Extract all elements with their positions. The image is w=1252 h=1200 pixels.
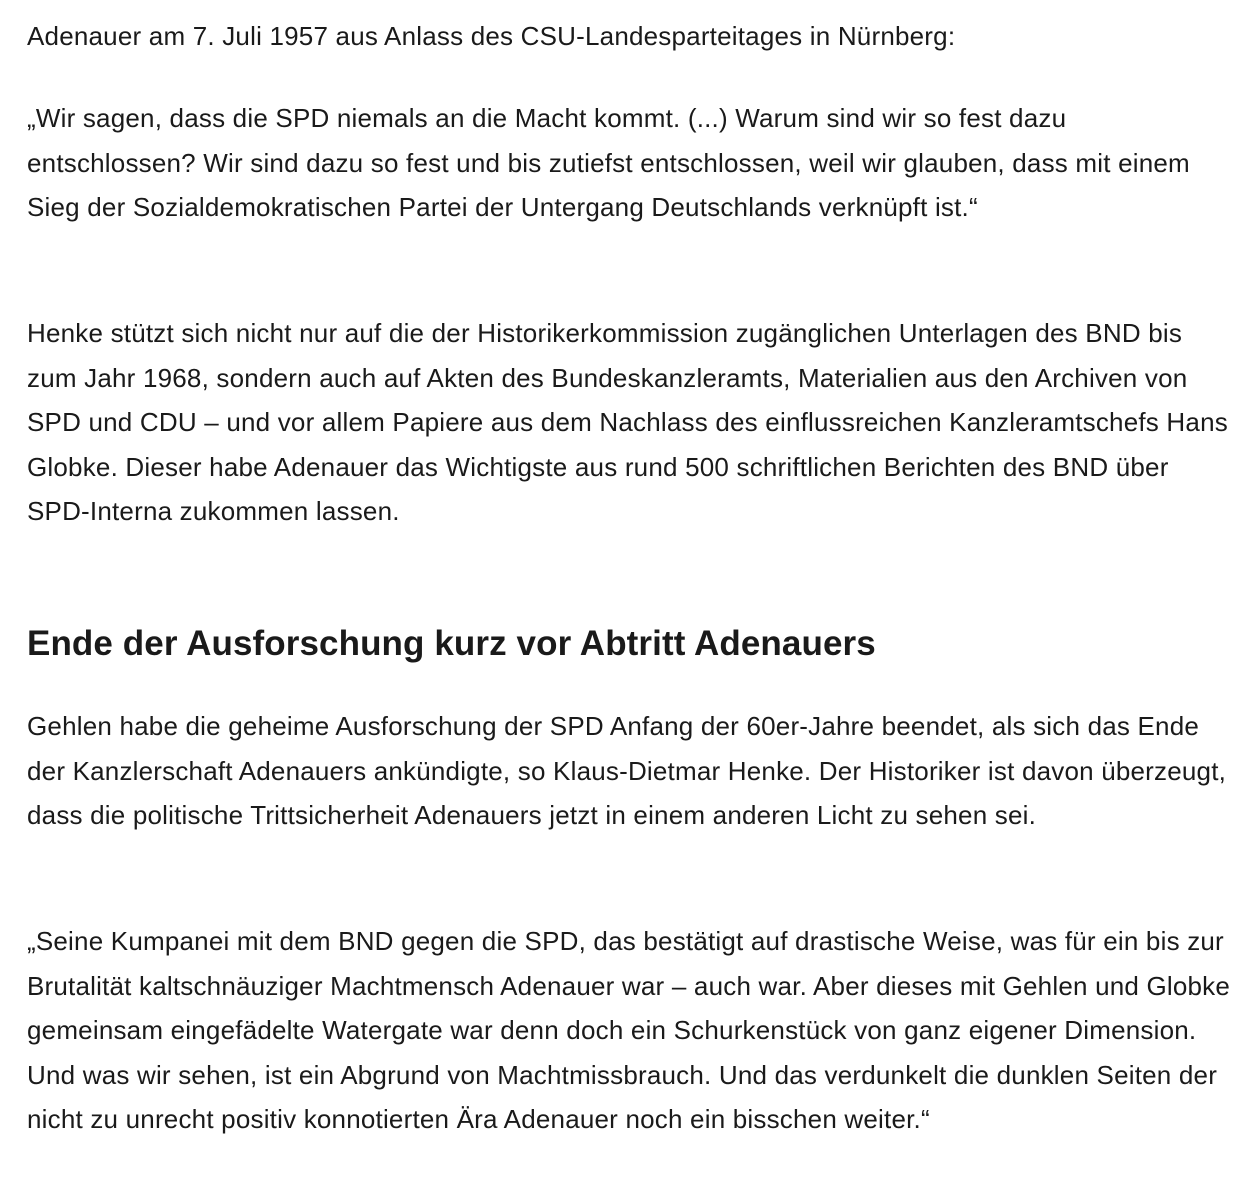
henke-paragraph: Henke stützt sich nicht nur auf die der Historikerkommission zugänglichen Unterlagen des BND bis zum Jahr 1968, sondern auch auf Akten des Bundeskanzleramts, Materialien aus den Archiven von SPD und CDU – und vor allem Papiere aus dem Nachlass des einflussreichen Kanzleramtschefs Hans Globke. Dieser habe Adenauer das Wichtigste aus rund 500 schriftlichen Berichten des BND über SPD-Interna zukommen lassen.	[27, 318, 1228, 527]
section-heading: Ende der Ausforschung kurz vor Abtritt Adenauers	[27, 624, 876, 663]
henke-quote: „Seine Kumpanei mit dem BND gegen die SPD, das bestätigt auf drastische Weise, was für ein bis zur Brutalität kaltschnäuziger Machtmensch Adenauer war – auch war. Aber dieses mit Gehlen und Globke gemeinsam eingefädelte Watergate war denn doch ein Schurkenstück von ganz eigener Dimension. Und was wir sehen, ist ein Abgrund von Machtmissbrauch. Und das verdunkelt die dunklen Seiten der nicht zu unrecht positiv konnotierten Ära Adenauer noch ein bisschen weiter.“	[27, 926, 1231, 1135]
gehlen-paragraph: Gehlen habe die geheime Ausforschung der SPD Anfang der 60er-Jahre beendet, als sich das Ende der Kanzlerschaft Adenauers ankündigte, so Klaus-Dietmar Henke. Der Historiker ist davon überzeugt, dass die politische Trittsicherheit Adenauers jetzt in einem anderen Licht zu sehen sei.	[27, 711, 1227, 831]
intro-paragraph: Adenauer am 7. Juli 1957 aus Anlass des CSU-Landesparteitages in Nürnberg:	[27, 21, 956, 51]
adenauer-quote: „Wir sagen, dass die SPD niemals an die Macht kommt. (...) Warum sind wir so fest dazu entschlossen? Wir sind dazu so fest und bis zutiefst entschlossen, weil wir glauben, dass mit einem Sieg der Sozialdemokratischen Partei der Untergang Deutschlands verknüpft ist.“	[27, 103, 1190, 223]
